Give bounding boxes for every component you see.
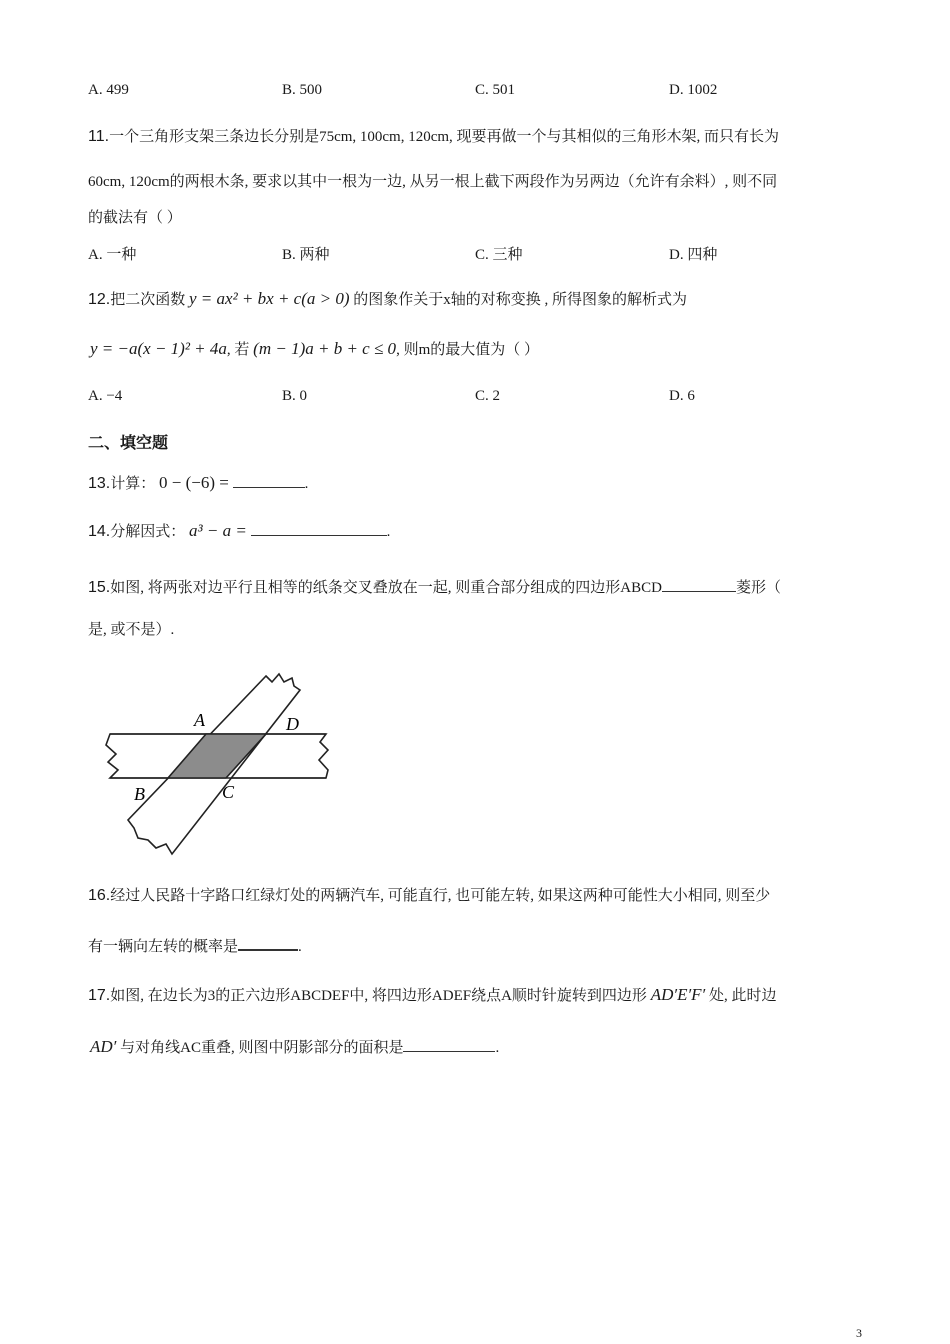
question-14 <box>88 520 390 541</box>
q16-answer-blank <box>238 948 298 951</box>
q11-option-c: C. 三种 <box>475 247 523 263</box>
q11-number: 11. <box>88 128 110 145</box>
crossing-strips-figure <box>98 668 338 858</box>
label-a: A <box>194 710 205 730</box>
q14-formula: a³ − a = <box>189 521 247 540</box>
q11-option-d: D. 四种 <box>669 247 718 263</box>
q11-option-a: A. 一种 <box>88 247 137 263</box>
label-d: D <box>286 714 299 734</box>
question-17 <box>88 984 777 1005</box>
question-16 <box>88 884 770 905</box>
q17-line2 <box>90 1036 499 1057</box>
q12-option-b: B. 0 <box>282 388 308 404</box>
q11-line2: 60cm, 120cm的两根木条, 要求以其中一根为一边, 从另一根上截下两段作为另两边（允许有余料）, 则不同 <box>88 174 778 190</box>
q16-line2 <box>88 935 302 956</box>
q13-text: 计算： <box>110 476 156 492</box>
label-c: C <box>222 782 235 802</box>
q12-option-a: A. −4 <box>88 388 123 404</box>
q12-option-c: C. 2 <box>475 388 501 404</box>
q14-end: . <box>386 524 391 540</box>
q13-end: . <box>304 476 309 492</box>
question-13 <box>88 472 308 493</box>
q10-option-c: C. 501 <box>475 82 516 98</box>
q12-text-a: 把二次函数 <box>110 292 186 308</box>
section-title-fill-blank: 二、填空题 <box>88 435 169 452</box>
q12-text-d: , 则m的最大值为（ ） <box>396 342 539 358</box>
q15-line1a: 如图, 将两张对边平行且相等的纸条交叉叠放在一起, 则重合部分组成的四边形ABCD <box>110 580 662 596</box>
q15-answer-blank <box>662 590 736 592</box>
q12-line2 <box>90 338 539 359</box>
q10-option-b: B. 500 <box>282 82 323 98</box>
q17-formula-2: AD′ <box>90 1037 117 1056</box>
q12-text-b: 的图象作关于x轴的对称变换 , 所得图象的解析式为 <box>353 292 688 308</box>
q11-line3: 的截法有（ ） <box>88 210 182 226</box>
q14-answer-blank <box>251 534 387 536</box>
page-number: 3 <box>856 1326 862 1340</box>
q11-option-b: B. 两种 <box>282 247 330 263</box>
question-15 <box>88 576 781 597</box>
q13-formula: 0 − (−6) = <box>159 473 229 492</box>
q12-number: 12. <box>88 291 111 308</box>
q12-text-c: , 若 <box>226 342 250 358</box>
q12-option-d: D. 6 <box>669 388 695 404</box>
q17-answer-blank <box>403 1050 495 1052</box>
q13-answer-blank <box>233 486 305 488</box>
q12-formula-2: y = −a(x − 1)² + 4a <box>90 339 227 358</box>
q11-line1: 一个三角形支架三条边长分别是75cm, 100cm, 120cm, 现要再做一个与其相似的三角形木架, 而只有长为 <box>109 129 780 145</box>
q15-line2: 是, 或不是）. <box>88 622 175 638</box>
q17-formula-1: AD′E′F′ <box>650 985 706 1004</box>
q17-line2-text: 与对角线AC重叠, 则图中阴影部分的面积是 <box>120 1040 404 1056</box>
q16-line1: 经过人民路十字路口红绿灯处的两辆汽车, 可能直行, 也可能左转, 如果这两种可能性大小相同, 则至少 <box>110 888 771 904</box>
q17-line1a: 如图, 在边长为3的正六边形ABCDEF中, 将四边形ADEF绕点A顺时针旋转到四边形 <box>110 988 647 1004</box>
q17-line1b: 处, 此时边 <box>709 988 777 1004</box>
question-11 <box>88 125 779 146</box>
q14-number: 14. <box>88 523 111 540</box>
q17-end: . <box>495 1040 500 1056</box>
q14-text: 分解因式： <box>110 524 186 540</box>
q16-number: 16. <box>88 887 111 904</box>
q10-option-a: A. 499 <box>88 82 129 98</box>
label-b: B <box>134 784 145 804</box>
q16-line2-text: 有一辆向左转的概率是 <box>88 939 239 955</box>
q12-formula-3: (m − 1)a + b + c ≤ 0 <box>253 339 397 358</box>
q15-number: 15. <box>88 579 111 596</box>
q17-number: 17. <box>88 987 111 1004</box>
q10-option-d: D. 1002 <box>669 82 718 98</box>
q13-number: 13. <box>88 475 111 492</box>
question-12 <box>88 288 687 309</box>
q16-end: . <box>298 939 302 955</box>
q15-line1b: 菱形（ <box>735 580 781 596</box>
q12-formula-1: y = ax² + bx + c(a > 0) <box>189 289 350 308</box>
